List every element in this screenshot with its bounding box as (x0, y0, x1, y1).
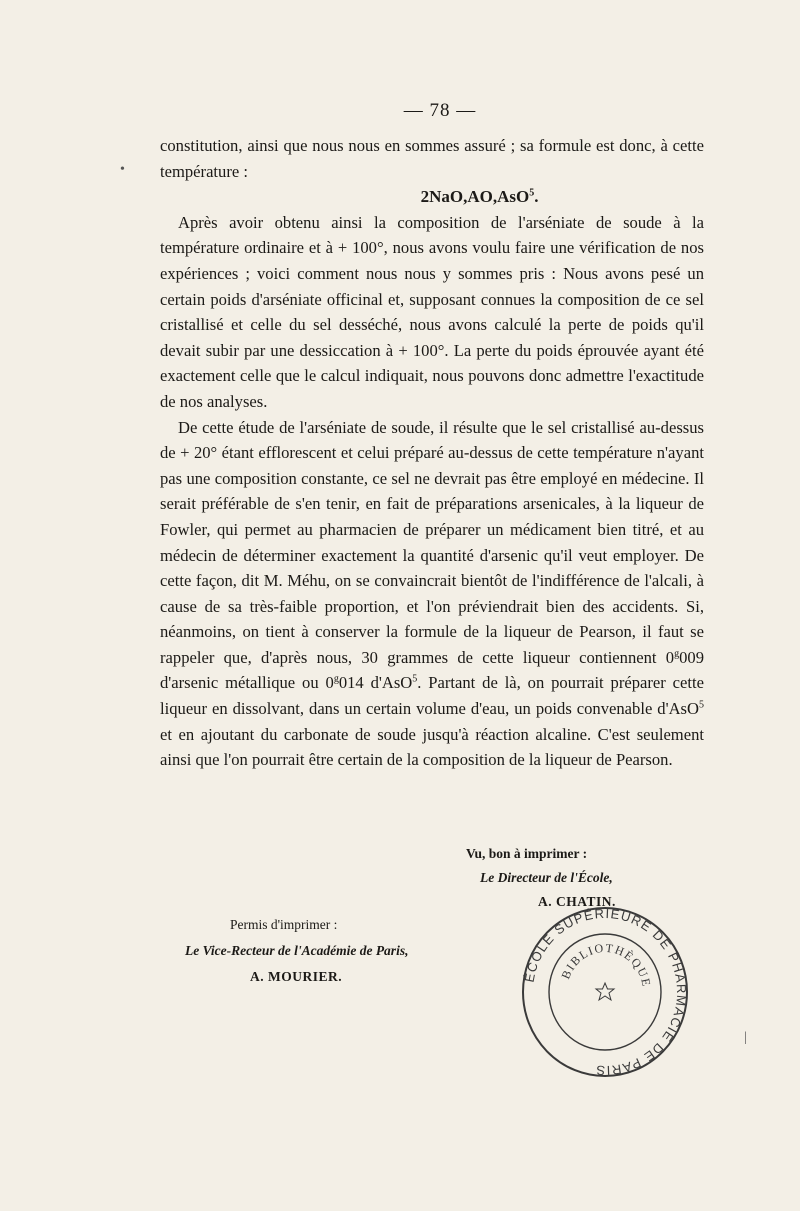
formula-end: . (534, 187, 539, 207)
page-number: — 78 — (403, 100, 477, 121)
permit-vice-rector: Le Vice-Recteur de l'Académie de Paris, (185, 943, 409, 958)
paragraph-conclusion (160, 415, 704, 773)
formula-superscript: 5 (529, 187, 535, 199)
conclusion-part-a: De cette étude de l'arséniate de soude, il résulte que le sel cristallisé au-dessus de + 20° étant efflorescent et celui préparé au-dessus de cette température n'ayant pas une composition constante, ce sel ne devrait pas être employé en médecine. Il serait préférable de s'en tenir, en fait de préparations arsenicales, à la liqueur de Fowler, qui permet au pharmacien de préparer un médicament bien titré, et au médecin de déterminer exactement la quantité d'arsenic qu'il veut employer. De cette façon, dit M. Méhu, on se convaincrait bientôt de l'indifférence de l'alcali, à cause de sa très-faible proportion, et l'on préviendrait bien des accidents. Si, néanmoins, on tient à conserver la formule de la liqueur de Pearson, il faut se rappeler que, d'après nous, 30 grammes de cette liqueur contiennent 0 (160, 417, 704, 667)
conclusion-part-d: . Partant de là, on pourrait préparer cette liqueur en dissolvant, dans un certain volume d'eau, un poids convenable d'AsO (160, 673, 704, 719)
approval-signatory: A. CHATIN. (538, 894, 616, 909)
permit-signatory: A. MOURIER. (250, 969, 343, 984)
approval-block (460, 842, 710, 914)
oxide-superscript-2: 5 (699, 699, 704, 711)
gram-superscript-1: g (674, 648, 680, 660)
margin-dot: • (120, 162, 125, 177)
conclusion-part-b: 009 d'arsenic métallique ou 0 (160, 647, 704, 693)
stamp-inner-text: BIBLIOTHÈQUE (558, 940, 654, 989)
approval-vu: Vu, bon à imprimer : (466, 846, 588, 861)
stamp-outer-text: ÉCOLE SUPÉRIEURE DE PHARMACIE DE PARIS (521, 905, 690, 1079)
chemical-formula (160, 184, 704, 210)
paragraph-continuation: constitution, ainsi que nous nous en sommes assuré ; sa formule est donc, à cette température : (160, 136, 704, 181)
library-stamp (520, 905, 690, 1080)
stamp-star-icon (596, 983, 614, 1000)
permit-block (185, 912, 485, 990)
oxide-superscript-1: 5 (412, 673, 418, 685)
conclusion-part-c: 014 d'AsO (338, 673, 413, 693)
body-text (160, 133, 704, 773)
gram-superscript-2: g (333, 673, 339, 685)
formula-main: 2NaO,AO,AsO (420, 187, 530, 207)
approval-director: Le Directeur de l'École, (480, 870, 613, 885)
margin-tick: | (744, 1030, 747, 1045)
paragraph-verification: Après avoir obtenu ainsi la composition de l'arséniate de soude à la température ordinaire et à + 100°, nous avons voulu faire une vérification de nos expériences ; voici comment nous nous y sommes pris : Nous avons pesé un certain poids d'arséniate officinal et, supposant connues la composition de ce sel cristallisé et celle du sel desséché, nous avons calculé la perte de poids qu'il devait subir par une dessiccation à + 100°. La perte du poids éprouvée ayant été exactement celle que le calcul indiquait, nous pouvons donc admettre l'exactitude de nos analyses. (160, 212, 704, 411)
permit-label: Permis d'imprimer : (230, 917, 338, 932)
conclusion-part-e: et en ajoutant du carbonate de soude jusqu'à réaction alcaline. C'est seulement ainsi que l'on pourrait être certain de la composition de la liqueur de Pearson. (160, 724, 704, 770)
